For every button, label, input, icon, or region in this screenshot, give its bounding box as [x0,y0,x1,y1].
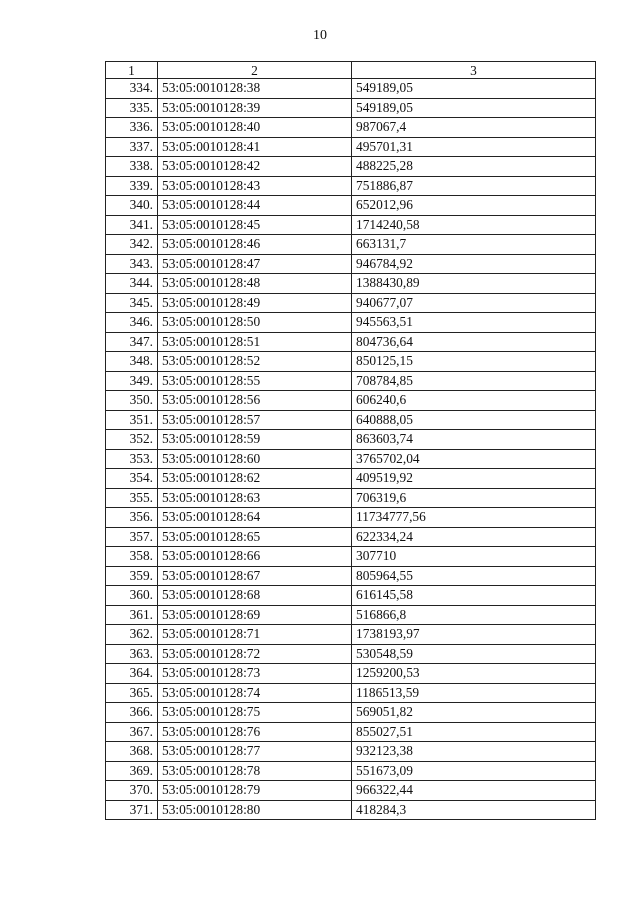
value-cell: 3765702,04 [352,449,596,469]
table-body [106,79,596,820]
row-number-cell: 346. [106,313,158,333]
table-row [106,625,596,645]
value-cell: 307710 [352,547,596,567]
value-cell: 855027,51 [352,722,596,742]
cadastral-number-cell: 53:05:0010128:60 [158,449,352,469]
value-cell: 488225,28 [352,157,596,177]
cadastral-number-cell: 53:05:0010128:50 [158,313,352,333]
cadastral-number-cell: 53:05:0010128:65 [158,527,352,547]
table-row [106,118,596,138]
row-number-cell: 367. [106,722,158,742]
value-cell: 640888,05 [352,410,596,430]
cadastral-number-cell: 53:05:0010128:72 [158,644,352,664]
value-cell: 966322,44 [352,781,596,801]
cadastral-number-cell: 53:05:0010128:76 [158,722,352,742]
cadastral-number-cell: 53:05:0010128:38 [158,79,352,99]
row-number-cell: 347. [106,332,158,352]
value-cell: 409519,92 [352,469,596,489]
cadastral-number-cell: 53:05:0010128:68 [158,586,352,606]
table-row [106,800,596,820]
table-row [106,449,596,469]
value-cell: 706319,6 [352,488,596,508]
value-cell: 945563,51 [352,313,596,333]
value-cell: 549189,05 [352,79,596,99]
value-cell: 616145,58 [352,586,596,606]
table-row [106,274,596,294]
value-cell: 495701,31 [352,137,596,157]
table-row [106,254,596,274]
table-row [106,196,596,216]
cadastral-number-cell: 53:05:0010128:49 [158,293,352,313]
table-row [106,98,596,118]
value-cell: 663131,7 [352,235,596,255]
table-row [106,644,596,664]
value-cell: 932123,38 [352,742,596,762]
cadastral-number-cell: 53:05:0010128:41 [158,137,352,157]
row-number-cell: 371. [106,800,158,820]
row-number-cell: 350. [106,391,158,411]
row-number-cell: 356. [106,508,158,528]
table-row [106,391,596,411]
value-cell: 804736,64 [352,332,596,352]
value-cell: 708784,85 [352,371,596,391]
column-header-3: 3 [352,62,596,79]
value-cell: 940677,07 [352,293,596,313]
table-row [106,332,596,352]
table-row [106,313,596,333]
row-number-cell: 343. [106,254,158,274]
table-row [106,761,596,781]
value-cell: 987067,4 [352,118,596,138]
value-cell: 516866,8 [352,605,596,625]
row-number-cell: 353. [106,449,158,469]
table-row [106,79,596,99]
table-row [106,410,596,430]
table-row [106,293,596,313]
cadastral-number-cell: 53:05:0010128:42 [158,157,352,177]
row-number-cell: 364. [106,664,158,684]
cadastral-number-cell: 53:05:0010128:63 [158,488,352,508]
row-number-cell: 352. [106,430,158,450]
row-number-cell: 341. [106,215,158,235]
row-number-cell: 360. [106,586,158,606]
cadastral-number-cell: 53:05:0010128:46 [158,235,352,255]
row-number-cell: 351. [106,410,158,430]
value-cell: 1738193,97 [352,625,596,645]
cadastral-number-cell: 53:05:0010128:57 [158,410,352,430]
table-row [106,664,596,684]
table-row [106,683,596,703]
cadastral-number-cell: 53:05:0010128:43 [158,176,352,196]
table-row [106,488,596,508]
table-row [106,430,596,450]
cadastral-number-cell: 53:05:0010128:62 [158,469,352,489]
row-number-cell: 338. [106,157,158,177]
row-number-cell: 342. [106,235,158,255]
row-number-cell: 336. [106,118,158,138]
row-number-cell: 344. [106,274,158,294]
column-header-2: 2 [158,62,352,79]
row-number-cell: 355. [106,488,158,508]
cadastral-number-cell: 53:05:0010128:73 [158,664,352,684]
cadastral-number-cell: 53:05:0010128:78 [158,761,352,781]
cadastral-value-table [105,61,596,820]
row-number-cell: 357. [106,527,158,547]
cadastral-number-cell: 53:05:0010128:59 [158,430,352,450]
row-number-cell: 363. [106,644,158,664]
table-row [106,722,596,742]
row-number-cell: 366. [106,703,158,723]
value-cell: 850125,15 [352,352,596,372]
cadastral-number-cell: 53:05:0010128:56 [158,391,352,411]
value-cell: 1186513,59 [352,683,596,703]
value-cell: 863603,74 [352,430,596,450]
row-number-cell: 340. [106,196,158,216]
value-cell: 1714240,58 [352,215,596,235]
page-number: 10 [313,28,327,43]
value-cell: 622334,24 [352,527,596,547]
value-cell: 652012,96 [352,196,596,216]
cadastral-number-cell: 53:05:0010128:67 [158,566,352,586]
row-number-cell: 370. [106,781,158,801]
table-row [106,157,596,177]
row-number-cell: 369. [106,761,158,781]
cadastral-number-cell: 53:05:0010128:80 [158,800,352,820]
row-number-cell: 349. [106,371,158,391]
table-row [106,176,596,196]
value-cell: 1259200,53 [352,664,596,684]
cadastral-number-cell: 53:05:0010128:39 [158,98,352,118]
table-row [106,605,596,625]
table-row [106,566,596,586]
table-row [106,235,596,255]
row-number-cell: 334. [106,79,158,99]
cadastral-number-cell: 53:05:0010128:75 [158,703,352,723]
value-cell: 549189,05 [352,98,596,118]
table-row [106,137,596,157]
value-cell: 530548,59 [352,644,596,664]
row-number-cell: 337. [106,137,158,157]
value-cell: 751886,87 [352,176,596,196]
table-row [106,547,596,567]
column-header-1: 1 [106,62,158,79]
cadastral-number-cell: 53:05:0010128:55 [158,371,352,391]
table-row [106,781,596,801]
row-number-cell: 365. [106,683,158,703]
table-row [106,508,596,528]
row-number-cell: 339. [106,176,158,196]
row-number-cell: 348. [106,352,158,372]
table-row [106,703,596,723]
row-number-cell: 335. [106,98,158,118]
cadastral-number-cell: 53:05:0010128:64 [158,508,352,528]
cadastral-number-cell: 53:05:0010128:51 [158,332,352,352]
table-row [106,742,596,762]
cadastral-number-cell: 53:05:0010128:47 [158,254,352,274]
value-cell: 606240,6 [352,391,596,411]
table-row [106,352,596,372]
cadastral-number-cell: 53:05:0010128:69 [158,605,352,625]
cadastral-number-cell: 53:05:0010128:66 [158,547,352,567]
row-number-cell: 362. [106,625,158,645]
row-number-cell: 354. [106,469,158,489]
row-number-cell: 358. [106,547,158,567]
value-cell: 1388430,89 [352,274,596,294]
table-row [106,371,596,391]
table-row [106,586,596,606]
value-cell: 569051,82 [352,703,596,723]
table-row [106,469,596,489]
value-cell: 946784,92 [352,254,596,274]
cadastral-number-cell: 53:05:0010128:52 [158,352,352,372]
value-cell: 11734777,56 [352,508,596,528]
cadastral-number-cell: 53:05:0010128:71 [158,625,352,645]
value-cell: 551673,09 [352,761,596,781]
cadastral-number-cell: 53:05:0010128:48 [158,274,352,294]
table-row [106,215,596,235]
cadastral-number-cell: 53:05:0010128:45 [158,215,352,235]
cadastral-number-cell: 53:05:0010128:79 [158,781,352,801]
row-number-cell: 361. [106,605,158,625]
value-cell: 418284,3 [352,800,596,820]
value-cell: 805964,55 [352,566,596,586]
cadastral-number-cell: 53:05:0010128:44 [158,196,352,216]
table-header-row [106,62,596,79]
row-number-cell: 345. [106,293,158,313]
row-number-cell: 359. [106,566,158,586]
cadastral-number-cell: 53:05:0010128:40 [158,118,352,138]
cadastral-number-cell: 53:05:0010128:77 [158,742,352,762]
table-row [106,527,596,547]
cadastral-number-cell: 53:05:0010128:74 [158,683,352,703]
row-number-cell: 368. [106,742,158,762]
